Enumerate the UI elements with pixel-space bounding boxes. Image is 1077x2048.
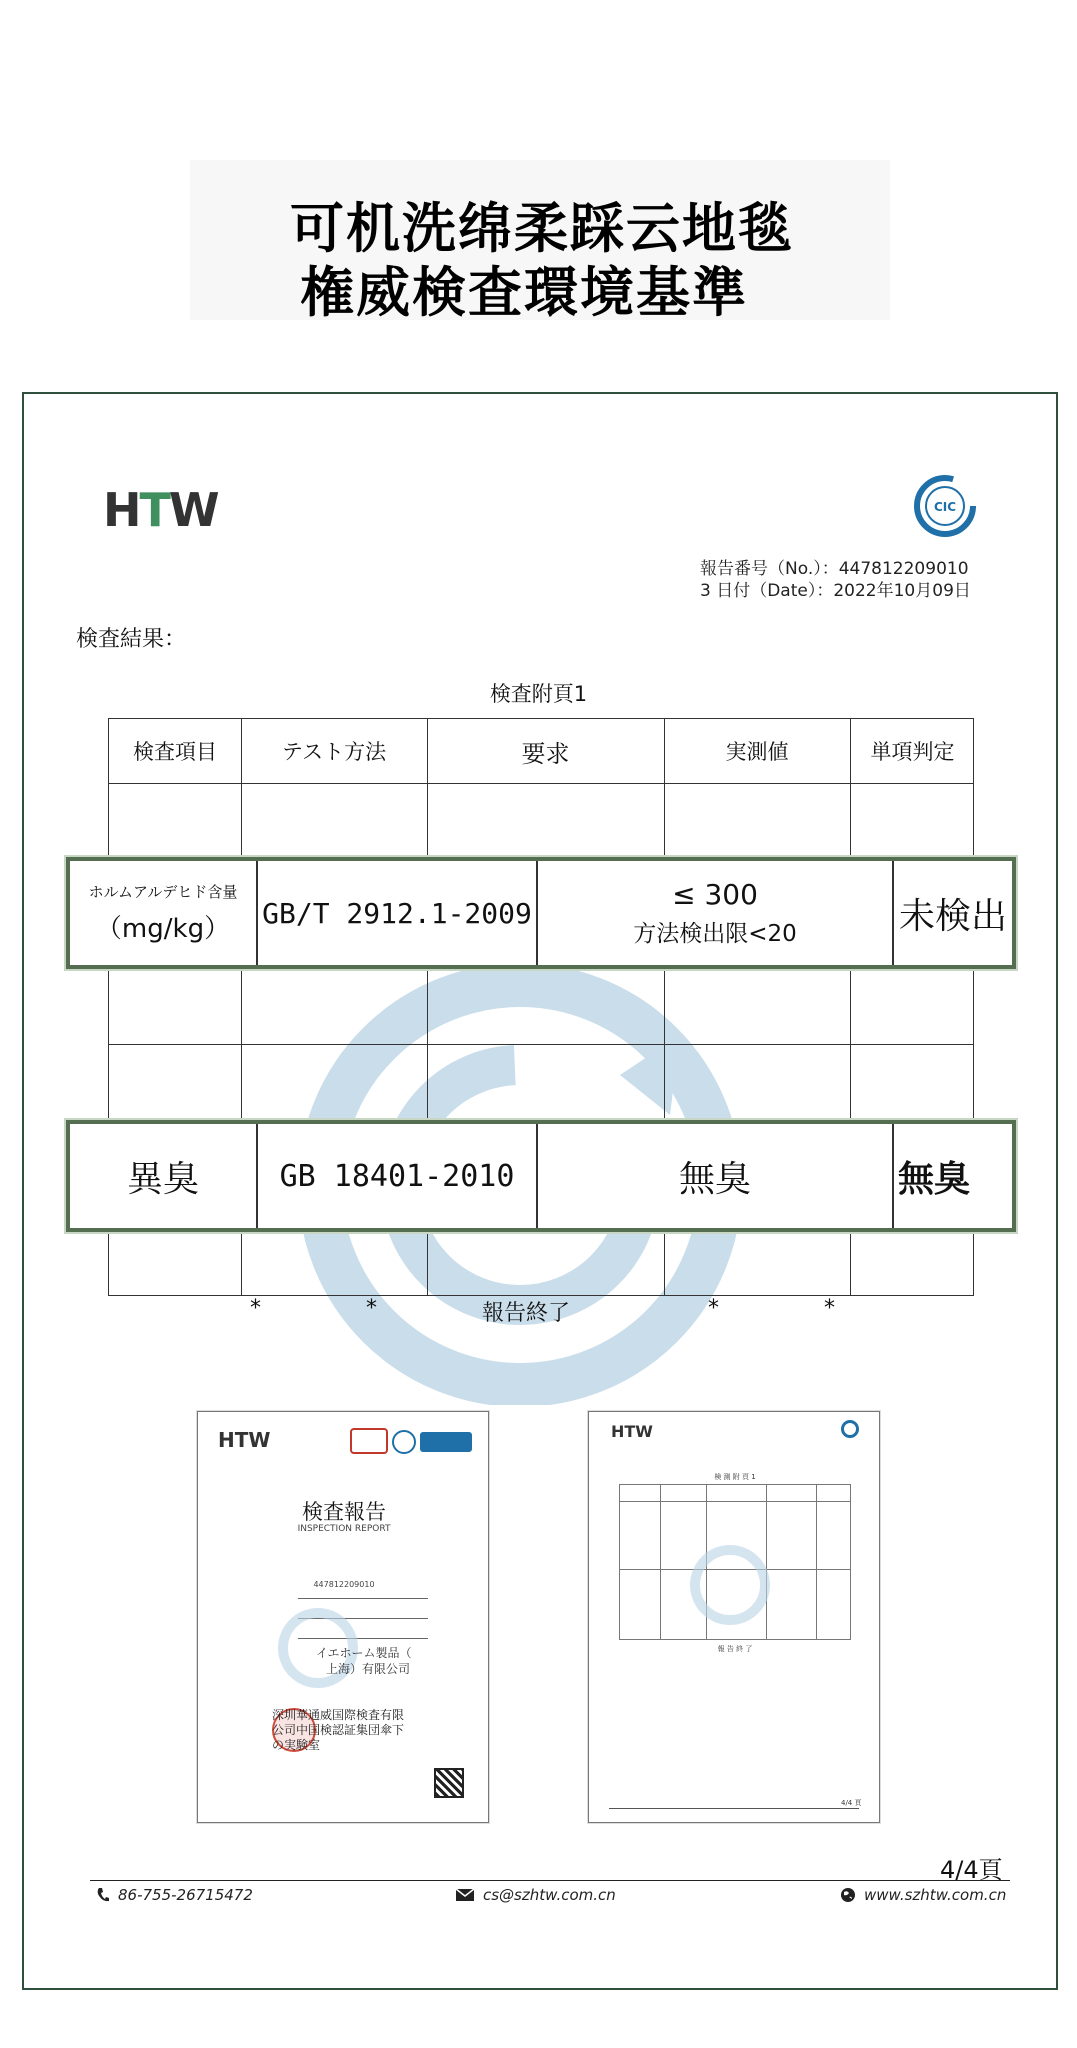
table-header-method: テスト方法 bbox=[281, 740, 387, 764]
envelope-icon bbox=[455, 1888, 475, 1902]
row1-result: 未検出 bbox=[898, 895, 1007, 937]
table-row-formaldehyde bbox=[66, 857, 1016, 969]
footer-website[interactable] bbox=[840, 1886, 1006, 1904]
table-header-item: 検査項目 bbox=[133, 740, 217, 764]
ilac-mark-icon bbox=[392, 1430, 416, 1454]
table-row-divider bbox=[109, 1044, 973, 1045]
thumb-table-col bbox=[660, 1485, 661, 1639]
row1-result-cell bbox=[894, 861, 1012, 965]
title-line-2: 権威検査環境基準 bbox=[300, 261, 748, 324]
footer-phone-text: 86-755-26715472 bbox=[118, 1886, 253, 1904]
row2-method-cell bbox=[258, 1124, 538, 1228]
cic-logo bbox=[910, 474, 980, 538]
htw-logo-h: H bbox=[103, 483, 140, 537]
row1-method-cell bbox=[258, 861, 538, 965]
thumb-left-client-1: イエホーム製品（ bbox=[316, 1646, 412, 1660]
footer-email-text[interactable]: cs@szhtw.com.cn bbox=[483, 1886, 616, 1904]
row2-item-cell bbox=[70, 1124, 258, 1228]
thumb-left-lab bbox=[272, 1708, 404, 1753]
table-header-requirement: 要求 bbox=[521, 739, 570, 768]
thumb-right-logo: HTW bbox=[611, 1422, 653, 1441]
section-label: 検査結果： bbox=[76, 627, 187, 652]
report-page-thumbnail bbox=[588, 1411, 880, 1823]
report-meta bbox=[700, 558, 971, 602]
htw-logo-t: T bbox=[139, 483, 169, 537]
report-cover-thumbnail bbox=[197, 1411, 489, 1823]
table-row-divider bbox=[109, 783, 973, 784]
row2-result-cell bbox=[894, 1124, 1012, 1228]
htw-logo bbox=[103, 483, 218, 537]
thumb-right-end: 報 告 終 了 bbox=[717, 1645, 753, 1653]
thumb-left-rule bbox=[298, 1598, 428, 1599]
htw-logo-w: W bbox=[168, 483, 218, 537]
row1-item-name: ホルムアルデヒド含量 bbox=[88, 883, 238, 901]
row1-requirement-cell bbox=[538, 861, 894, 965]
table-row-odor bbox=[66, 1120, 1016, 1232]
row1-requirement-note: 方法検出限<20 bbox=[633, 921, 797, 947]
cnas-mark-icon bbox=[420, 1432, 472, 1452]
globe-icon bbox=[840, 1887, 856, 1903]
thumb-table-col bbox=[816, 1485, 817, 1639]
footer-phone bbox=[96, 1886, 253, 1904]
thumb-left-lab-2: 公司中国検認証集団傘下 bbox=[272, 1723, 405, 1737]
page-caption: 検査附頁1 bbox=[489, 682, 588, 706]
table-header-judgement: 単項判定 bbox=[870, 740, 955, 764]
row2-result: 無臭 bbox=[898, 1158, 971, 1200]
end-star: * bbox=[366, 1296, 377, 1321]
footer-email[interactable] bbox=[455, 1886, 616, 1904]
thumb-left-lab-3: の実験室 bbox=[272, 1738, 321, 1752]
thumb-left-subtitle: INSPECTION REPORT bbox=[297, 1524, 391, 1534]
end-label: 報告終了 bbox=[482, 1301, 571, 1326]
table-header-measured: 実測値 bbox=[725, 740, 789, 764]
thumb-right-watermark bbox=[690, 1545, 770, 1625]
report-date: 3 日付（Date）：2022年10月09日 bbox=[700, 581, 971, 601]
cma-mark-icon bbox=[350, 1428, 388, 1454]
thumb-left-lab-1: 深圳華通威国際検査有限 bbox=[272, 1708, 405, 1722]
row1-requirement-limit: ≤ 300 bbox=[672, 878, 758, 911]
footer-website-text[interactable]: www.szhtw.com.cn bbox=[864, 1886, 1007, 1904]
row2-item: 異臭 bbox=[126, 1158, 199, 1200]
title-line-1: 可机洗绵柔踩云地毯 bbox=[290, 197, 794, 260]
row1-method: GB/T 2912.1-2009 bbox=[262, 896, 532, 930]
thumb-left-title: 検査報告 bbox=[302, 1500, 386, 1524]
end-star: * bbox=[708, 1296, 719, 1321]
thumb-right-table bbox=[619, 1484, 851, 1640]
row2-method: GB 18401-2010 bbox=[279, 1158, 515, 1194]
page-number: 4/4頁 bbox=[940, 1856, 1003, 1884]
thumb-left-client-2: 上海）有限公司 bbox=[326, 1662, 411, 1676]
end-star: * bbox=[250, 1296, 261, 1321]
row2-requirement: 無臭 bbox=[678, 1158, 751, 1200]
end-star: * bbox=[824, 1296, 835, 1321]
thumb-left-logo: HTW bbox=[218, 1428, 271, 1452]
row1-item-cell bbox=[70, 861, 258, 965]
cic-logo-text: CIC bbox=[933, 500, 957, 514]
thumb-table-col bbox=[766, 1485, 767, 1639]
thumb-right-footer-rule bbox=[609, 1808, 859, 1809]
thumb-table-row bbox=[620, 1501, 850, 1502]
report-number: 報告番号（No.）：447812209010 bbox=[700, 559, 969, 579]
thumb-right-caption: 検 測 附 頁 1 bbox=[714, 1473, 756, 1481]
phone-icon bbox=[96, 1887, 110, 1903]
thumb-left-number: 447812209010 bbox=[313, 1580, 375, 1589]
row1-item-unit: （mg/kg） bbox=[95, 914, 231, 944]
row2-requirement-cell bbox=[538, 1124, 894, 1228]
thumb-right-cic-icon bbox=[841, 1420, 859, 1438]
thumb-right-page: 4/4 頁 bbox=[841, 1799, 862, 1807]
qr-code-icon bbox=[434, 1768, 464, 1798]
footer-rule bbox=[90, 1880, 1010, 1881]
